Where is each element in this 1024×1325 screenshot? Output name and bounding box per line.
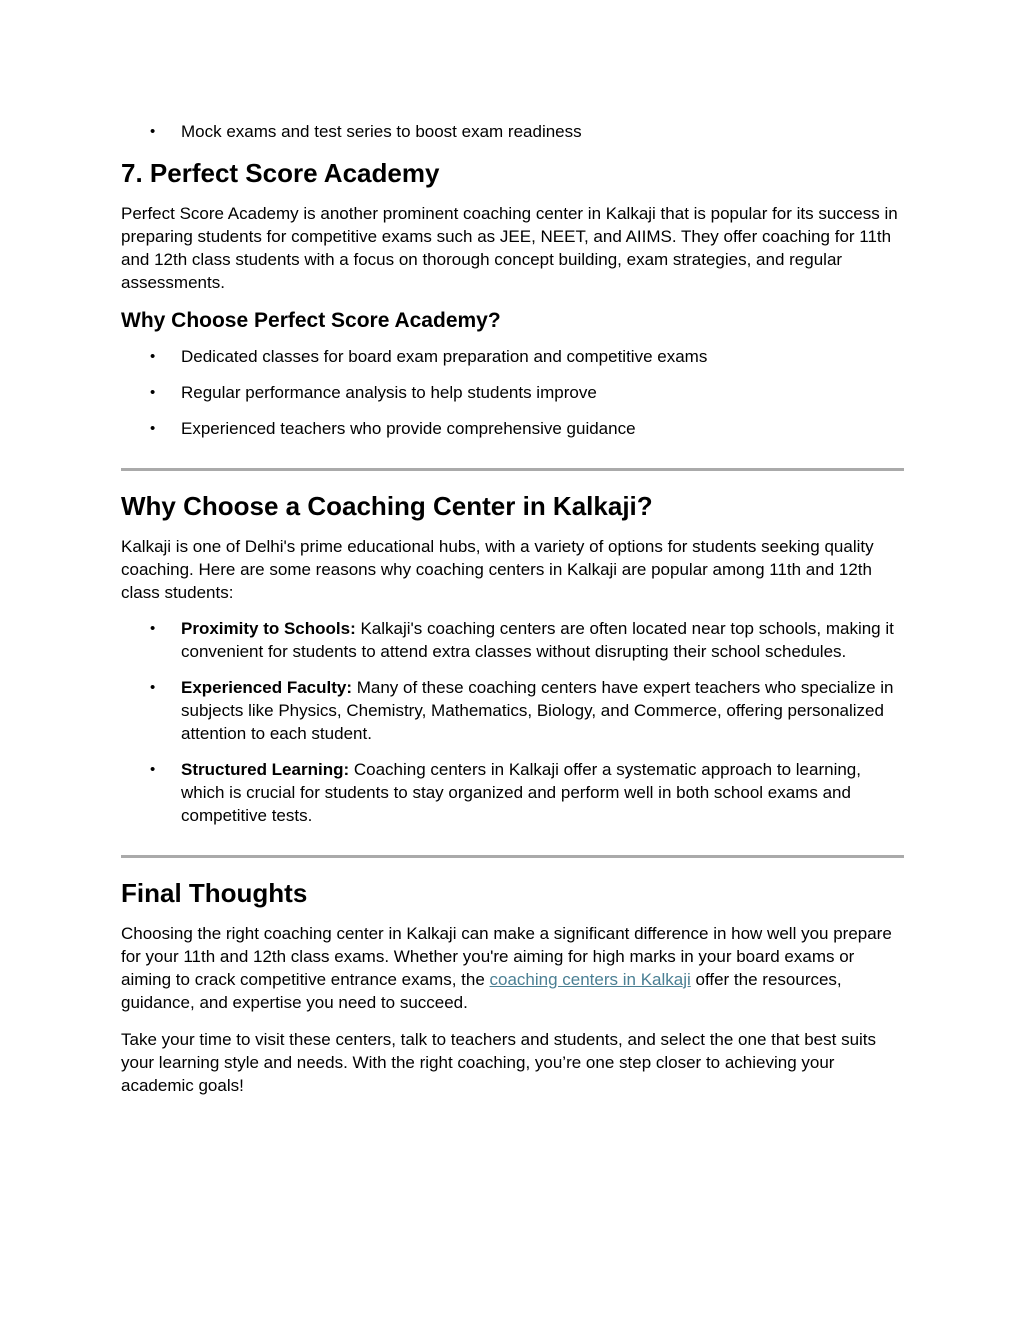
list-item: • Dedicated classes for board exam preparation and competitive exams xyxy=(121,345,904,368)
list-item-text: Many of these coaching centers have expert teachers who specialize in subjects like Physics, Chemistry, Mathematics, Biology, and Commerce, offering personalized attention to each student. xyxy=(181,678,894,743)
perfect-score-list xyxy=(121,345,904,440)
final-paragraph-text: Choosing the right coaching center in Kalkaji can make a significant difference in how well you prepare for your 11th and 12th class exams. Whether you're aiming for high marks in your board exams or aiming to crack competitive entrance exams, the xyxy=(121,924,892,989)
divider xyxy=(121,468,904,471)
section-heading-perfect-score: 7. Perfect Score Academy xyxy=(121,158,440,188)
final-paragraph-text: offer the resources, guidance, and expertise you need to succeed. xyxy=(121,970,842,1012)
list-item-label: Structured Learning: xyxy=(181,760,350,779)
final-thoughts-paragraph xyxy=(121,922,904,1014)
why-kalkaji-paragraph: Kalkaji is one of Delhi's prime educational hubs, with a variety of options for students seeking quality coaching. Here are some reasons why coaching centers in Kalkaji are popular among 11th and 12th class students: xyxy=(121,537,874,602)
divider xyxy=(121,855,904,858)
document-page xyxy=(121,0,904,1097)
list-item xyxy=(121,617,904,663)
section-heading-final-thoughts: Final Thoughts xyxy=(121,878,308,908)
list-item xyxy=(121,758,904,827)
list-item: • Mock exams and test series to boost exam readiness xyxy=(121,120,904,143)
list-item-text: Coaching centers in Kalkaji offer a systematic approach to learning, which is crucial for students to stay organized and perform well in both school exams and competitive tests. xyxy=(181,760,861,825)
perfect-score-paragraph: Perfect Score Academy is another prominent coaching center in Kalkaji that is popular for its success in preparing students for competitive exams such as JEE, NEET, and AIIMS. They offer coaching for 11th and 12th class students with a focus on thorough concept building, exam strategies, and regular assessments. xyxy=(121,204,898,292)
list-item: • Regular performance analysis to help students improve xyxy=(121,381,904,404)
why-kalkaji-list xyxy=(121,617,904,827)
list-item-label: Proximity to Schools: xyxy=(181,619,356,638)
list-item xyxy=(121,676,904,745)
list-item-text: Kalkaji's coaching centers are often located near top schools, making it convenient for students to attend extra classes without disrupting their school schedules. xyxy=(181,619,894,661)
why-perfect-score-heading: Why Choose Perfect Score Academy? xyxy=(121,309,501,332)
list-item-label: Experienced Faculty: xyxy=(181,678,353,697)
closing-paragraph: Take your time to visit these centers, talk to teachers and students, and select the one that best suits your learning style and needs. With the right coaching, you’re one step closer to achieving your academic goals! xyxy=(121,1030,877,1095)
coaching-centers-link[interactable]: coaching centers in Kalkaji xyxy=(489,970,691,989)
section-heading-why-kalkaji: Why Choose a Coaching Center in Kalkaji? xyxy=(121,491,653,521)
top-bullet-list xyxy=(121,120,904,143)
list-item: • Experienced teachers who provide comprehensive guidance xyxy=(121,417,904,440)
